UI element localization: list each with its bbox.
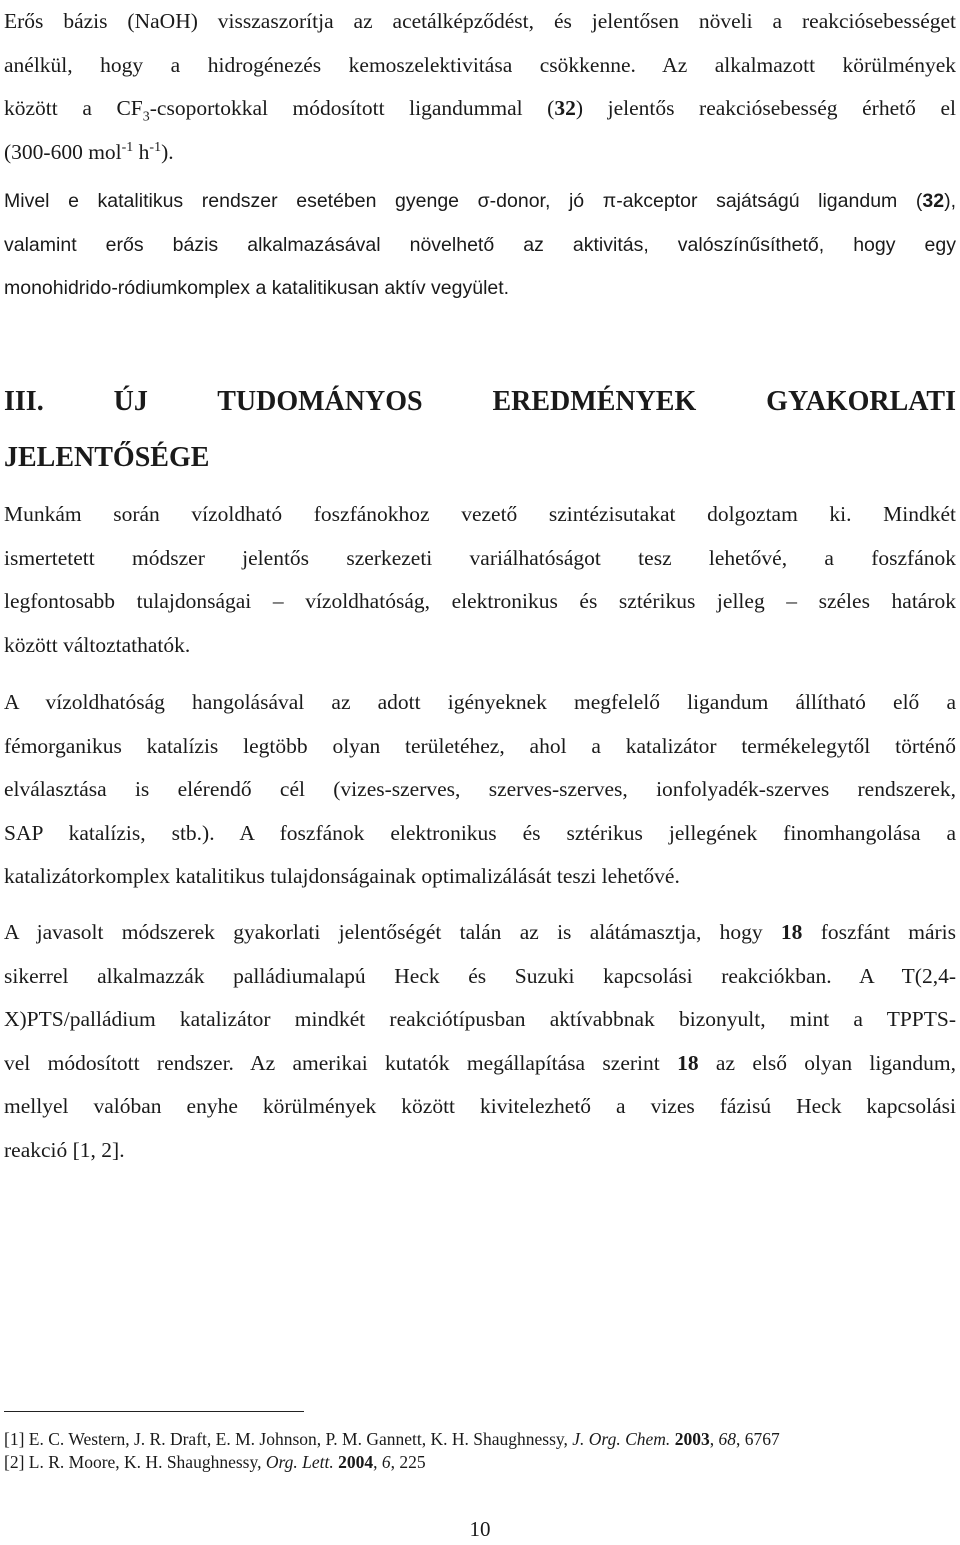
text-line: X)PTS/palládium katalizátor mindkét reakciótípusban aktívabbnak bizonyult, mint a TPPTS- bbox=[4, 1007, 956, 1031]
text-line: monohidrido-ródiumkomplex a katalitikusan aktív vegyület. bbox=[4, 277, 510, 299]
text-line: A vízoldhatóság hangolásával az adott igényeknek megfelelő ligandum állítható elő a bbox=[4, 690, 956, 714]
footnote-divider bbox=[4, 1411, 304, 1412]
paragraph-synthesis-routes bbox=[4, 493, 956, 667]
paragraph-water-solubility bbox=[4, 681, 956, 899]
text-line: Mivel e katalitikus rendszer esetében gyenge σ-donor, jó π-akceptor sajátságú ligandum (32), bbox=[4, 190, 956, 212]
text-line: legfontosabb tulajdonságai – vízoldhatóság, elektronikus és sztérikus jelleg – széles határok bbox=[4, 589, 956, 613]
paragraph-catalyst-activity bbox=[4, 180, 956, 311]
text-line: A javasolt módszerek gyakorlati jelentőségét talán az is alátámasztja, hogy 18 foszfánt máris bbox=[4, 920, 956, 944]
text-line: mellyel valóban enyhe körülmények között kivitelezhető a vizes fázisú Heck kapcsolási bbox=[4, 1094, 956, 1118]
text-line: katalizátorkomplex katalitikus tulajdonságainak optimalizálását teszi lehetővé. bbox=[4, 864, 680, 888]
text-line: reakció [1, 2]. bbox=[4, 1137, 125, 1162]
page-number: 10 bbox=[469, 1517, 491, 1541]
text-line: Munkám során vízoldható foszfánokhoz vezető szintézisutakat dolgoztam ki. Mindkét bbox=[4, 502, 956, 526]
text-line: SAP katalízis, stb.). A foszfánok elektronikus és sztérikus jellegének finomhangolása a bbox=[4, 820, 956, 845]
text-line: között a $CF_3$-csoportokkal módosított ligandummal (32) jelentős reakciósebesség érhető el bbox=[4, 96, 956, 125]
text-line: (300-600 mol$^{-1}$ $h^{-1}$). bbox=[4, 139, 174, 164]
text-line: között változtathatók. bbox=[4, 632, 191, 657]
heading-line: JELENTŐSÉGE bbox=[4, 442, 210, 473]
footnote-2: [2] L. R. Moore, K. H. Shaughnessy, Org. Lett. 2004, 6, 225 bbox=[4, 1452, 426, 1472]
paragraph-practical-significance bbox=[4, 911, 956, 1172]
section-heading bbox=[4, 374, 956, 486]
heading-line: III. ÚJ TUDOMÁNYOS EREDMÉNYEK GYAKORLATI bbox=[4, 386, 956, 417]
text-line: sikerrel alkalmazzák palládiumalapú Heck és Suzuki kapcsolási reakciókban. A T(2,4- bbox=[4, 963, 956, 988]
text-line: Erős bázis (NaOH) visszaszorítja az acetálképződést, és jelentősen növeli a reakciósebességet bbox=[4, 9, 956, 33]
text-line: valamint erős bázis alkalmazásával növelhető az aktivitás, valószínűsíthető, hogy egy bbox=[4, 233, 956, 256]
footnote-1: [1] E. C. Western, J. R. Draft, E. M. Johnson, P. M. Gannett, K. H. Shaughnessy, J. Org. Chem. 2003, 68, 6767 bbox=[4, 1429, 780, 1449]
paragraph-base-effect bbox=[4, 0, 956, 174]
text-line: fémorganikus katalízis legtöbb olyan területéhez, ahol a katalizátor termékelegytől történő bbox=[4, 733, 956, 758]
text-line: ismertetett módszer jelentős szerkezeti variálhatóságot tesz lehetővé, a foszfánok bbox=[4, 545, 956, 570]
text-line: anélkül, hogy a hidrogénezés kemoszelektivitása csökkenne. Az alkalmazott körülmények bbox=[4, 52, 956, 77]
text-line: elválasztása is elérendő cél (vizes-szerves, szerves-szerves, ionfolyadék-szerves rendszerek, bbox=[4, 777, 956, 801]
text-line: vel módosított rendszer. Az amerikai kutatók megállapítása szerint 18 az első olyan ligandum, bbox=[4, 1050, 956, 1075]
